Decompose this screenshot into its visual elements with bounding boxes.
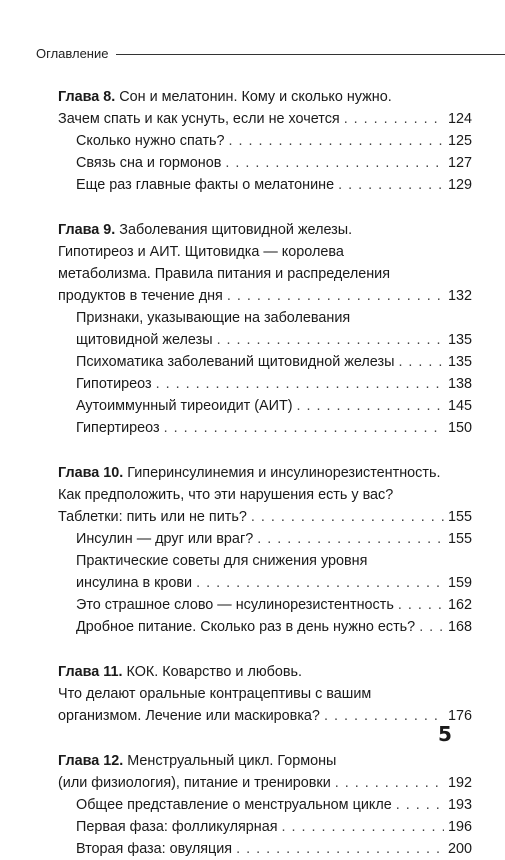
dot-leader [419,616,444,638]
toc-entry[interactable] [58,108,472,130]
page-ref: 159 [447,575,472,591]
toc-subentry[interactable] [58,417,472,439]
chapter-title-line [58,661,472,683]
section-title: Гипотиреоз [76,376,152,392]
chapter-title-line [58,263,472,285]
toc-subentry[interactable] [58,373,472,395]
dot-leader [396,794,444,816]
toc-subentry[interactable] [58,794,472,816]
section-title: Дробное питание. Сколько раз в день нужно есть? [76,619,416,635]
dot-leader [324,705,444,727]
chapter-title-text: Что делают оральные контрацептивы с вашим [58,686,372,702]
toc-subentry[interactable] [58,174,472,196]
page-ref: 176 [447,708,472,724]
toc-chapter [58,86,472,196]
page-ref: 155 [447,531,472,547]
dot-leader [156,373,444,395]
page-ref: 135 [447,332,472,348]
page-ref: 124 [447,111,472,127]
dot-leader [297,395,444,417]
toc-subentry[interactable] [58,130,472,152]
chapter-title-text: Гиперинсулинемия и инсулинорезистентность. [127,465,441,481]
toc-chapter [58,462,472,638]
dot-leader [257,528,444,550]
page-ref: 193 [447,797,472,813]
section-title: Еще раз главные факты о мелатонине [76,177,335,193]
chapter-title-text: Менструальный цикл. Гормоны [127,753,337,769]
toc-chapter [58,219,472,439]
page-ref: 129 [447,177,472,193]
chapter-title-text: КОК. Коварство и любовь. [126,664,303,680]
chapter-title-line [58,484,472,506]
page-ref: 162 [447,597,472,613]
toc-subentry[interactable] [58,152,472,174]
section-title: Гипертиреоз [76,420,160,436]
section-title: Инсулин — друг или враг? [76,531,254,547]
chapter-title-text: Гипотиреоз и АИТ. Щитовидка — королева [58,244,344,260]
page-ref: 127 [447,155,472,171]
chapter-title-text: Сон и мелатонин. Кому и сколько нужно. [119,89,392,105]
section-title-line: Практические советы для снижения уровня [76,553,368,569]
chapter-label: Глава 11. [58,664,123,680]
toc-chapter [58,750,472,860]
chapter-title-text: Таблетки: пить или не пить? [58,509,247,525]
chapter-label: Глава 10. [58,465,124,481]
chapter-title-text: Заболевания щитовидной железы. [119,222,353,238]
toc-subentry[interactable] [58,351,472,373]
section-title: Вторая фаза: овуляция [76,841,233,857]
section-title: Это страшное слово — нсулинорезистентность [76,597,394,613]
dot-leader [229,130,444,152]
page-ref: 132 [447,288,472,304]
toc-subentry[interactable] [58,816,472,838]
section-title: инсулина в крови [76,575,193,591]
page-ref: 200 [447,841,472,857]
toc-subentry[interactable] [58,395,472,417]
toc-subentry[interactable] [58,594,472,616]
page-ref: 155 [447,509,472,525]
page-ref: 125 [447,133,472,149]
chapter-title-line [58,683,472,705]
section-title: Аутоиммунный тиреоидит (АИТ) [76,398,293,414]
dot-leader [398,351,444,373]
section-title: Сколько нужно спать? [76,133,225,149]
chapter-label: Глава 12. [58,753,124,769]
dot-leader [236,838,444,860]
toc-chapter [58,661,472,727]
section-title: Общее представление о менструальном цикле [76,797,392,813]
page-ref: 145 [447,398,472,414]
chapter-title-line [58,462,472,484]
toc-entry[interactable] [58,705,472,727]
chapter-title-line [58,241,472,263]
chapter-label: Глава 9. [58,222,116,238]
header-title: Оглавление [36,46,109,61]
chapter-title-line [58,86,472,108]
dot-leader [344,108,444,130]
dot-leader [282,816,444,838]
page-ref: 150 [447,420,472,436]
dot-leader [398,594,444,616]
page-ref: 138 [447,376,472,392]
chapter-title-text: продуктов в течение дня [58,288,223,304]
toc-subentry[interactable] [58,528,472,550]
dot-leader [335,772,444,794]
section-title-line: Признаки, указывающие на заболевания [76,310,351,326]
toc-entry[interactable] [58,506,472,528]
chapter-title-line [58,750,472,772]
chapter-title-text: метаболизма. Правила питания и распределения [58,266,391,282]
table-of-contents [58,86,472,860]
section-title: щитовидной железы [76,332,213,348]
page-ref: 135 [447,354,472,370]
toc-subentry[interactable] [58,572,472,594]
dot-leader [225,152,444,174]
chapter-title-line [58,219,472,241]
dot-leader [164,417,444,439]
toc-subentry[interactable] [58,838,472,860]
section-title: Связь сна и гормонов [76,155,222,171]
chapter-title-text: (или физиология), питание и тренировки [58,775,331,791]
dot-leader [217,329,444,351]
header-rule [116,54,505,55]
toc-entry[interactable] [58,285,472,307]
page-number: 5 [438,722,452,746]
chapter-title-text: Как предположить, что эти нарушения есть у вас? [58,487,394,503]
dot-leader [227,285,444,307]
chapter-title-text: организмом. Лечение или маскировка? [58,708,320,724]
chapter-title-text: Зачем спать и как уснуть, если не хочется [58,111,340,127]
running-header [36,46,505,61]
dot-leader [251,506,444,528]
section-title: Первая фаза: фолликулярная [76,819,278,835]
page-ref: 192 [447,775,472,791]
dot-leader [196,572,444,594]
page-ref: 196 [447,819,472,835]
dot-leader [338,174,444,196]
toc-entry[interactable] [58,772,472,794]
page-ref: 168 [447,619,472,635]
toc-subentry[interactable] [58,616,472,638]
toc-subentry[interactable] [58,329,472,351]
chapter-label: Глава 8. [58,89,116,105]
section-title: Психоматика заболеваний щитовидной железы [76,354,395,370]
